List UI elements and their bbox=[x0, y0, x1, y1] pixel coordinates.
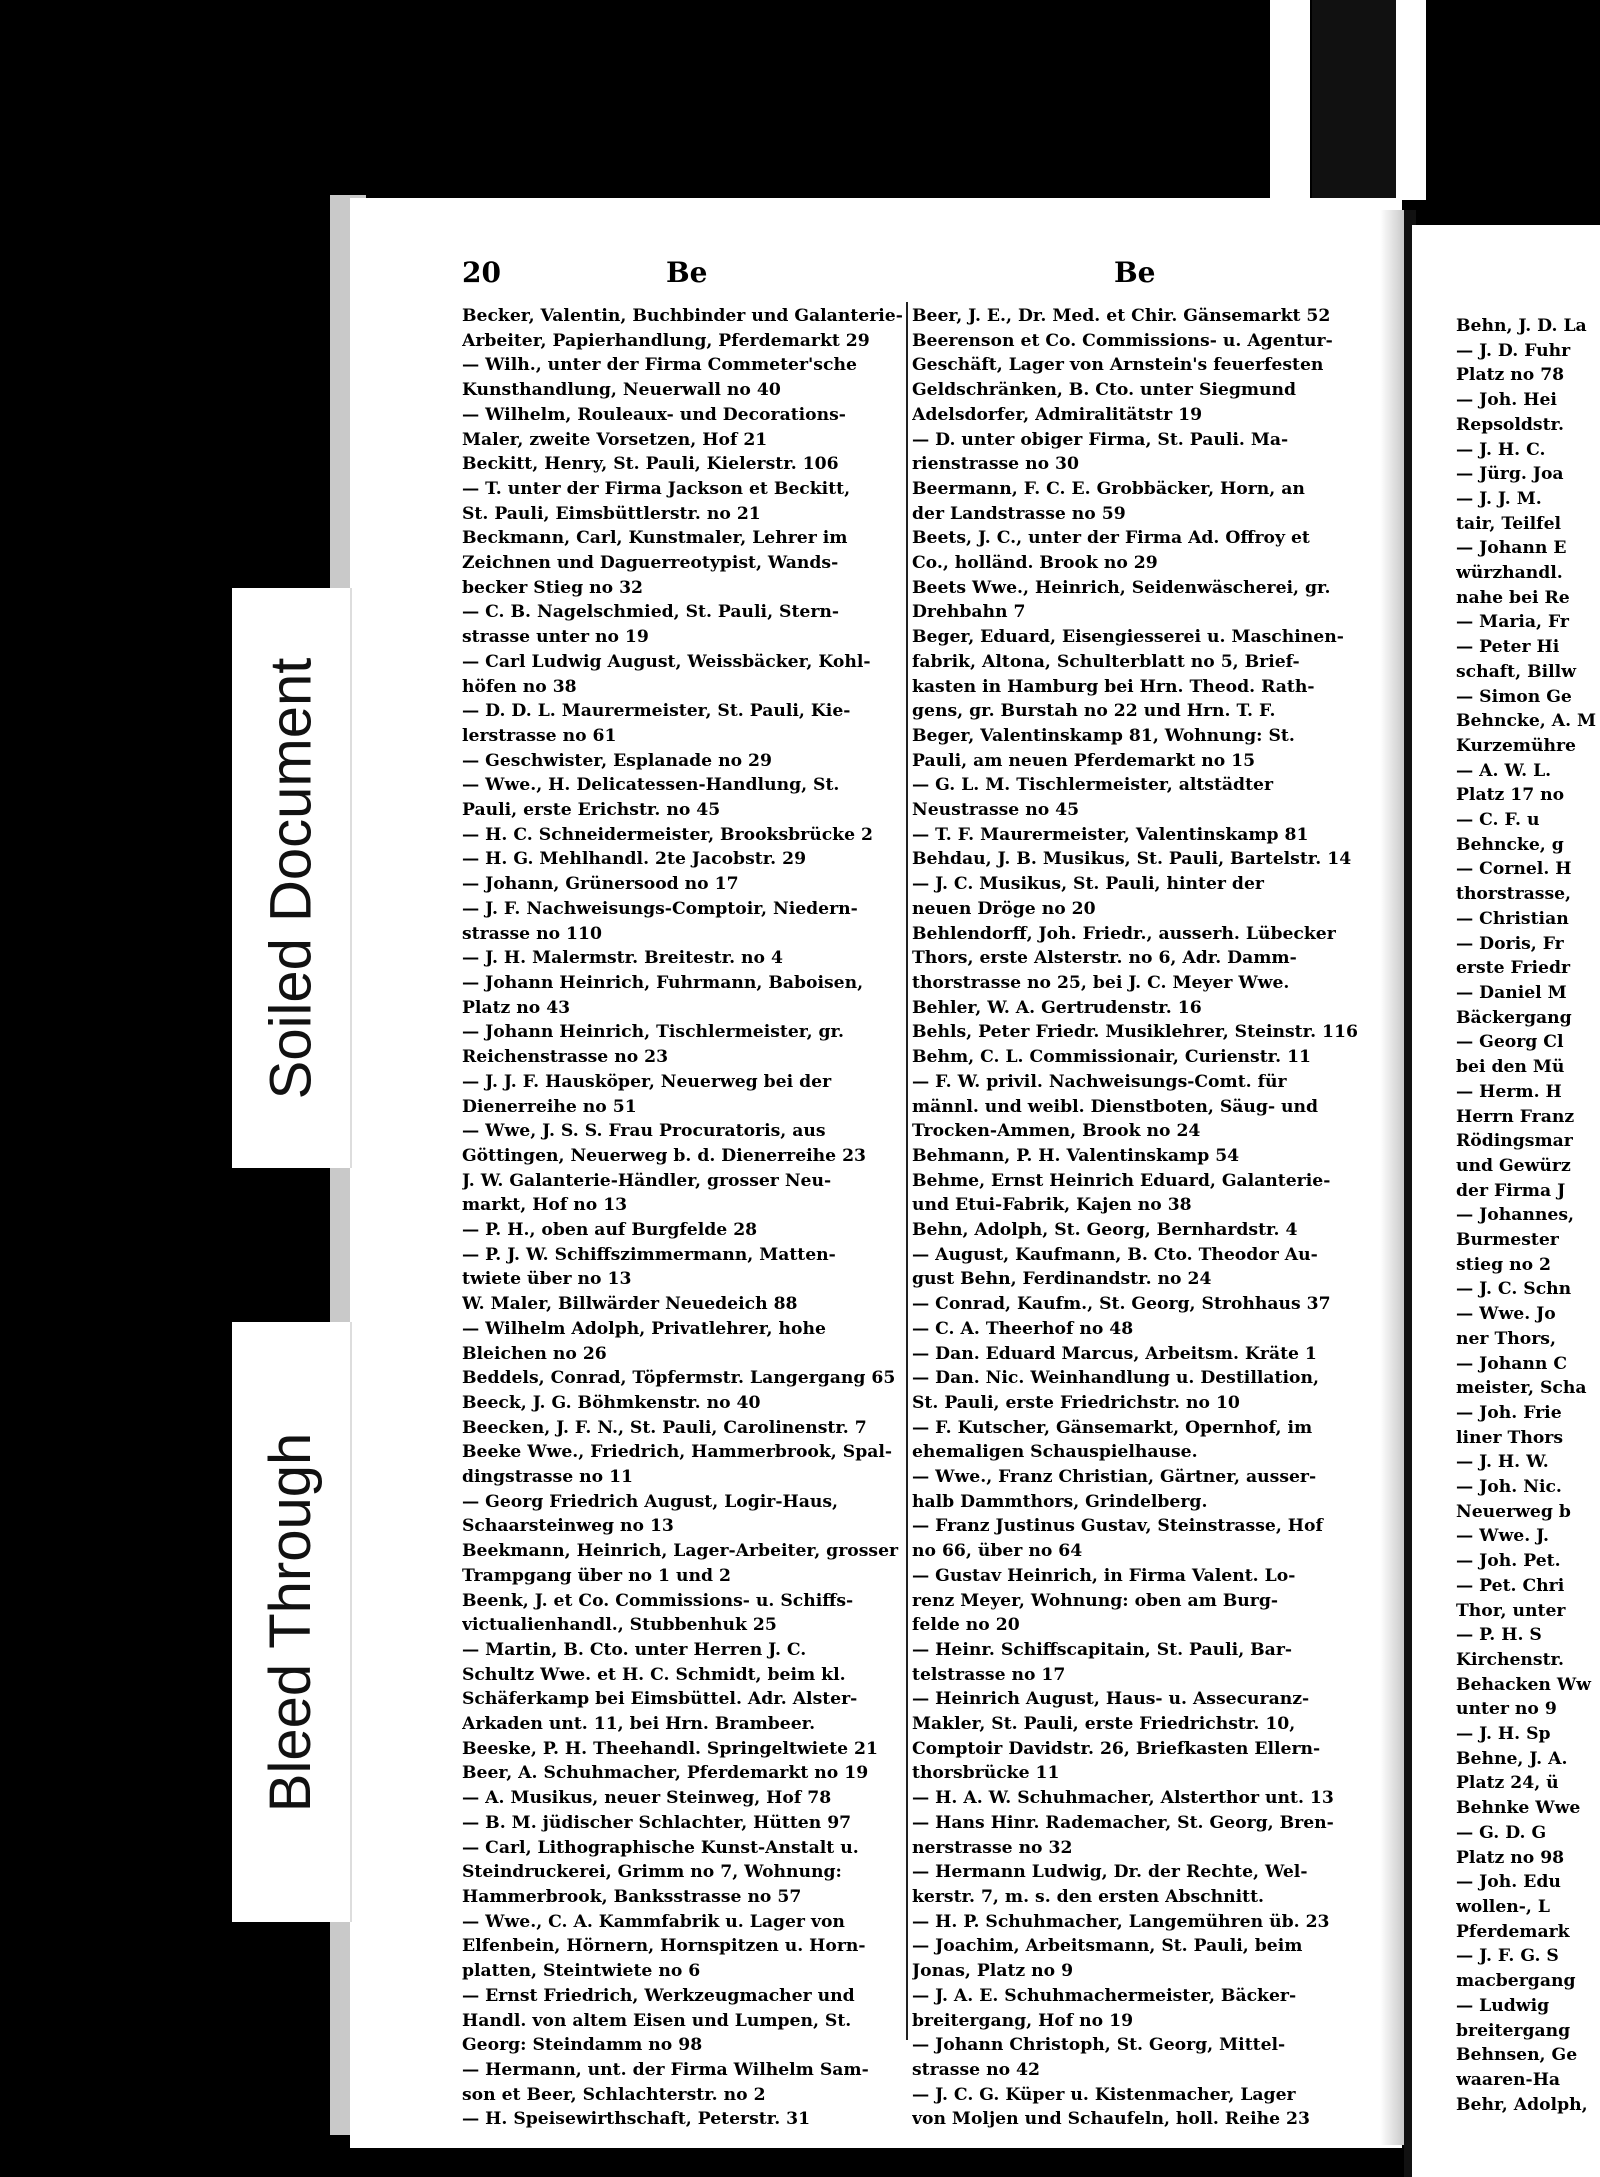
entry-line: Behm, C. L. Commissionair, Curienstr. 11 bbox=[912, 1047, 1312, 1068]
entry-line: Platz 17 no bbox=[1456, 785, 1565, 806]
entry-line: twiete über no 13 bbox=[462, 1269, 632, 1290]
entry-line: Schäferkamp bei Eimsbüttel. Adr. Alster- bbox=[462, 1689, 858, 1710]
entry-line: — J. C. Schn bbox=[1456, 1279, 1572, 1300]
entry-line: Bäckergang bbox=[1456, 1007, 1572, 1028]
entry-line: stieg no 2 bbox=[1456, 1254, 1551, 1275]
entry-line: — J. J. F. Hausköper, Neuerweg bei der bbox=[462, 1071, 832, 1092]
entry-line: ner Thors, bbox=[1456, 1328, 1556, 1349]
entry-line: — Maria, Fr bbox=[1456, 612, 1569, 633]
entry-line: Makler, St. Pauli, erste Friedrichstr. 10, bbox=[912, 1714, 1296, 1735]
entry-line: — P. H. S bbox=[1456, 1625, 1542, 1646]
entry-line: — Wilhelm Adolph, Privatlehrer, hohe bbox=[462, 1318, 826, 1339]
entry-line: St. Pauli, Eimsbüttlerstr. no 21 bbox=[462, 503, 761, 524]
entry-line: höfen no 38 bbox=[462, 676, 577, 697]
entry-line: Beets, J. C., unter der Firma Ad. Offroy et bbox=[912, 528, 1310, 549]
entry-line: — Martin, B. Cto. unter Herren J. C. bbox=[462, 1639, 807, 1660]
entry-line: — Joachim, Arbeitsmann, St. Pauli, beim bbox=[912, 1936, 1303, 1957]
entry-line: Reichenstrasse no 23 bbox=[462, 1047, 669, 1068]
entry-line: — Hermann Ludwig, Dr. der Rechte, Wel- bbox=[912, 1862, 1308, 1883]
entry-line: lerstrasse no 61 bbox=[462, 725, 617, 746]
entry-line: macbergang bbox=[1456, 1971, 1576, 1992]
entry-line: — Joh. Hei bbox=[1456, 390, 1557, 411]
entry-line: — Pet. Chri bbox=[1456, 1575, 1565, 1596]
entry-line: Platz no 43 bbox=[462, 997, 571, 1018]
entry-line: — Johann E bbox=[1456, 538, 1567, 559]
top-page-strip bbox=[1270, 0, 1310, 208]
entry-line: — A. W. L. bbox=[1456, 760, 1552, 781]
entry-line: — Cornel. H bbox=[1456, 859, 1572, 880]
left-column-heading: Be bbox=[666, 256, 708, 289]
entry-line: kasten in Hamburg bei Hrn. Theod. Rath- bbox=[912, 676, 1315, 697]
entry-line: — F. W. privil. Nachweisungs-Comt. für bbox=[912, 1071, 1287, 1092]
entry-line: — Wwe. J. bbox=[1456, 1526, 1549, 1547]
bleed-through-text: Bleed Through bbox=[258, 1432, 324, 1812]
entry-line: Behncke, A. M bbox=[1456, 711, 1597, 732]
entry-line: Thors, erste Alsterstr. no 6, Adr. Damm- bbox=[912, 948, 1297, 969]
bleed-through-label bbox=[232, 1322, 352, 1922]
entry-line: Arbeiter, Papierhandlung, Pferdemarkt 29 bbox=[462, 330, 870, 351]
entry-line: St. Pauli, erste Friedrichstr. no 10 bbox=[912, 1392, 1240, 1413]
page-number: 20 bbox=[462, 256, 501, 289]
entry-line: der Firma J bbox=[1456, 1180, 1566, 1201]
entry-line: — P. H., oben auf Burgfelde 28 bbox=[462, 1220, 758, 1241]
entry-line: son et Beer, Schlachterstr. no 2 bbox=[462, 2084, 766, 2105]
entry-line: Göttingen, Neuerweg b. d. Dienerreihe 23 bbox=[462, 1145, 867, 1166]
entry-line: Beger, Eduard, Eisengiesserei u. Maschinen- bbox=[912, 627, 1344, 648]
right-column-heading: Be bbox=[1114, 256, 1156, 289]
entry-line: — C. A. Theerhof no 48 bbox=[912, 1318, 1134, 1339]
entry-line: Beenk, J. et Co. Commissions- u. Schiffs- bbox=[462, 1590, 854, 1611]
entry-line: — Daniel M bbox=[1456, 982, 1567, 1003]
entry-line: breitergang, Hof no 19 bbox=[912, 2010, 1134, 2031]
entry-line: — Joh. Edu bbox=[1456, 1872, 1561, 1893]
entry-line: — H. C. Schneidermeister, Brooksbrücke 2 bbox=[462, 824, 873, 845]
entry-line: — Doris, Fr bbox=[1456, 933, 1564, 954]
entry-line: — G. L. M. Tischlermeister, altstädter bbox=[912, 775, 1274, 796]
entry-line: — P. J. W. Schiffszimmermann, Matten- bbox=[462, 1244, 836, 1265]
entry-line: Beer, J. E., Dr. Med. et Chir. Gänsemarkt 52 bbox=[912, 306, 1331, 326]
entry-line: — H. A. W. Schuhmacher, Alsterthor unt. 13 bbox=[912, 1788, 1334, 1809]
entry-line: — Wwe. Jo bbox=[1456, 1304, 1556, 1325]
entry-line: Burmester bbox=[1456, 1230, 1559, 1251]
entry-line: Beeke Wwe., Friedrich, Hammerbrook, Spal- bbox=[462, 1442, 893, 1463]
entry-line: — Jürg. Joa bbox=[1456, 464, 1564, 485]
entry-line: — D. unter obiger Firma, St. Pauli. Ma- bbox=[912, 429, 1289, 450]
entry-line: — Joh. Pet. bbox=[1456, 1551, 1561, 1572]
entry-line: — T. unter der Firma Jackson et Beckitt, bbox=[462, 478, 851, 499]
entry-line: thorsbrücke 11 bbox=[912, 1763, 1060, 1784]
entry-line: Behncke, g bbox=[1456, 834, 1564, 855]
entry-line: Bleichen no 26 bbox=[462, 1343, 607, 1364]
left-column bbox=[462, 304, 908, 2132]
entry-line: platten, Steintwiete no 6 bbox=[462, 1961, 701, 1982]
entry-line: — Johann, Grünersood no 17 bbox=[462, 874, 739, 895]
entry-line: — J. C. Musikus, St. Pauli, hinter der bbox=[912, 874, 1264, 895]
entry-line: Drehbahn 7 bbox=[912, 602, 1026, 623]
entry-line: Behacken Ww bbox=[1456, 1674, 1591, 1695]
entry-line: — Heinr. Schiffscapitain, St. Pauli, Bar- bbox=[912, 1639, 1293, 1660]
entry-line: Kunsthandlung, Neuerwall no 40 bbox=[462, 380, 781, 401]
entry-line: Georg: Steindamm no 98 bbox=[462, 2035, 703, 2056]
top-page-strip-right bbox=[1396, 0, 1426, 200]
entry-line: — Christian bbox=[1456, 908, 1569, 929]
entry-line: Behme, Ernst Heinrich Eduard, Galanterie- bbox=[912, 1170, 1331, 1191]
entry-line: gens, gr. Burstah no 22 und Hrn. T. F. bbox=[912, 701, 1276, 722]
entry-line: Beecken, J. F. N., St. Pauli, Carolinenstr. 7 bbox=[462, 1417, 867, 1438]
entry-line: Platz 24, ü bbox=[1456, 1773, 1559, 1794]
entry-line: bei den Mü bbox=[1456, 1057, 1565, 1078]
entry-line: Herrn Franz bbox=[1456, 1106, 1575, 1127]
entry-line: W. Maler, Billwärder Neuedeich 88 bbox=[462, 1294, 798, 1315]
entry-line: Behne, J. A. bbox=[1456, 1748, 1568, 1769]
entry-line: — Georg Cl bbox=[1456, 1032, 1564, 1053]
entry-line: becker Stieg no 32 bbox=[462, 577, 643, 598]
entry-line: — Ludwig bbox=[1456, 1995, 1550, 2016]
entry-line: — T. F. Maurermeister, Valentinskamp 81 bbox=[912, 824, 1309, 845]
entry-line: — Johann Christoph, St. Georg, Mittel- bbox=[912, 2035, 1286, 2056]
entry-line: Behls, Peter Friedr. Musiklehrer, Steinstr. 116 bbox=[912, 1022, 1358, 1043]
entry-line: — F. Kutscher, Gänsemarkt, Opernhof, im bbox=[912, 1417, 1313, 1438]
entry-line: Beeske, P. H. Theehandl. Springeltwiete 21 bbox=[462, 1738, 878, 1759]
entry-line: — Herm. H bbox=[1456, 1081, 1562, 1102]
entry-line: Beekmann, Heinrich, Lager-Arbeiter, grosser bbox=[462, 1541, 899, 1562]
entry-line: Pauli, am neuen Pferdemarkt no 15 bbox=[912, 750, 1256, 771]
entry-line: Kurzemühre bbox=[1456, 735, 1576, 756]
entry-line: — Conrad, Kaufm., St. Georg, Strohhaus 37 bbox=[912, 1294, 1331, 1315]
entry-line: — Hermann, unt. der Firma Wilhelm Sam- bbox=[462, 2059, 869, 2080]
entry-line: Behler, W. A. Gertrudenstr. 16 bbox=[912, 997, 1202, 1018]
entry-line: rienstrasse no 30 bbox=[912, 454, 1079, 475]
entry-line: — Wwe., H. Delicatessen-Handlung, St. bbox=[462, 775, 840, 796]
entry-line: Behr, Adolph, bbox=[1456, 2094, 1588, 2115]
entry-line: Becker, Valentin, Buchbinder und Galanterie- bbox=[462, 306, 903, 326]
entry-line: — Wilh., unter der Firma Commeter'sche bbox=[462, 355, 857, 376]
entry-line: Behnsen, Ge bbox=[1456, 2045, 1578, 2066]
entry-line: — Johann Heinrich, Tischlermeister, gr. bbox=[462, 1022, 845, 1043]
entry-line: Beeck, J. G. Böhmkenstr. no 40 bbox=[462, 1392, 761, 1413]
entry-line: — J. F. G. S bbox=[1456, 1946, 1559, 1967]
right-column bbox=[912, 304, 1360, 2132]
entry-line: ehemaligen Schauspielhause. bbox=[912, 1442, 1198, 1463]
entry-line: Dienerreihe no 51 bbox=[462, 1096, 637, 1117]
entry-line: Steindruckerei, Grimm no 7, Wohnung: bbox=[462, 1862, 842, 1883]
entry-line: waaren-Ha bbox=[1456, 2069, 1561, 2090]
entry-line: Geschäft, Lager von Arnstein's feuerfesten bbox=[912, 355, 1324, 376]
entry-line: — Wwe, J. S. S. Frau Procuratoris, aus bbox=[462, 1121, 826, 1142]
entry-line: — Hans Hinr. Rademacher, St. Georg, Bren- bbox=[912, 1812, 1334, 1833]
entry-line: Pauli, erste Erichstr. no 45 bbox=[462, 800, 721, 821]
entry-line: telstrasse no 17 bbox=[912, 1664, 1066, 1685]
entry-line: Beddels, Conrad, Töpfermstr. Langergang 65 bbox=[462, 1368, 896, 1389]
entry-line: Behdau, J. B. Musikus, St. Pauli, Bartelstr. 14 bbox=[912, 849, 1352, 870]
entry-line: Neustrasse no 45 bbox=[912, 800, 1080, 821]
entry-line: — Carl Ludwig August, Weissbäcker, Kohl- bbox=[462, 651, 871, 672]
entry-line: meister, Scha bbox=[1456, 1378, 1587, 1399]
entry-line: — Wwe., Franz Christian, Gärtner, ausser- bbox=[912, 1467, 1317, 1488]
entry-line: Behn, J. D. La bbox=[1456, 316, 1587, 336]
soiled-document-label bbox=[232, 588, 352, 1168]
entry-line: — H. G. Mehlhandl. 2te Jacobstr. 29 bbox=[462, 849, 807, 870]
next-page-column bbox=[1456, 314, 1600, 2117]
entry-line: wollen-, L bbox=[1456, 1897, 1550, 1917]
entry-line: Trampgang über no 1 und 2 bbox=[462, 1565, 731, 1586]
entry-line: — J. C. G. Küper u. Kistenmacher, Lager bbox=[912, 2084, 1296, 2105]
entry-line: Beets Wwe., Heinrich, Seidenwäscherei, gr. bbox=[912, 577, 1331, 598]
entry-line: und Gewürz bbox=[1456, 1155, 1571, 1176]
column-divider bbox=[906, 302, 908, 2040]
entry-line: Platz no 78 bbox=[1456, 365, 1565, 386]
entry-line: — B. M. jüdischer Schlachter, Hütten 97 bbox=[462, 1812, 852, 1833]
entry-line: — August, Kaufmann, B. Cto. Theodor Au- bbox=[912, 1244, 1318, 1265]
entry-line: — J. H. Sp bbox=[1456, 1724, 1551, 1745]
entry-line: Maler, zweite Vorsetzen, Hof 21 bbox=[462, 429, 768, 450]
entry-line: strasse no 110 bbox=[462, 923, 602, 944]
entry-line: strasse unter no 19 bbox=[462, 627, 649, 648]
entry-line: — J. F. Nachweisungs-Comptoir, Niedern- bbox=[462, 898, 858, 919]
entry-line: — Joh. Nic. bbox=[1456, 1477, 1562, 1498]
entry-line: — Johannes, bbox=[1456, 1205, 1574, 1226]
entry-line: neuen Dröge no 20 bbox=[912, 898, 1096, 919]
entry-line: — Wilhelm, Rouleaux- und Decorations- bbox=[462, 404, 846, 425]
top-gap bbox=[1312, 0, 1396, 200]
soiled-document-text: Soiled Document bbox=[258, 657, 324, 1099]
entry-line: no 66, über no 64 bbox=[912, 1541, 1083, 1562]
entry-line: Beckmann, Carl, Kunstmaler, Lehrer im bbox=[462, 528, 848, 549]
entry-line: Beerenson et Co. Commissions- u. Agentur- bbox=[912, 330, 1333, 351]
entry-line: — Dan. Nic. Weinhandlung u. Destillation, bbox=[912, 1368, 1319, 1389]
entry-line: Trocken-Ammen, Brook no 24 bbox=[912, 1121, 1201, 1142]
entry-line: von Moljen und Schaufeln, holl. Reihe 23 bbox=[912, 2109, 1310, 2130]
entry-line: fabrik, Altona, Schulterblatt no 5, Brief- bbox=[912, 651, 1300, 672]
entry-line: — Peter Hi bbox=[1456, 637, 1560, 658]
entry-line: Schultz Wwe. et H. C. Schmidt, beim kl. bbox=[462, 1664, 846, 1685]
entry-line: Neuerweg b bbox=[1456, 1501, 1571, 1522]
entry-line: Comptoir Davidstr. 26, Briefkasten Ellern- bbox=[912, 1738, 1321, 1759]
entry-line: erste Friedr bbox=[1456, 958, 1571, 979]
entry-line: — Franz Justinus Gustav, Steinstrasse, Hof bbox=[912, 1516, 1323, 1537]
entry-line: Behlendorff, Joh. Friedr., ausserh. Lübecker bbox=[912, 923, 1336, 944]
entry-line: Beckitt, Henry, St. Pauli, Kielerstr. 106 bbox=[462, 454, 839, 475]
entry-line: und Etui-Fabrik, Kajen no 38 bbox=[912, 1195, 1192, 1216]
entry-line: Beer, A. Schuhmacher, Pferdemarkt no 19 bbox=[462, 1763, 869, 1784]
entry-line: — Joh. Frie bbox=[1456, 1402, 1562, 1423]
entry-line: — C. F. u bbox=[1456, 810, 1540, 831]
entry-line: Co., holländ. Brook no 29 bbox=[912, 553, 1158, 574]
entry-line: nerstrasse no 32 bbox=[912, 1837, 1073, 1858]
entry-line: — J. D. Fuhr bbox=[1456, 340, 1571, 361]
entry-line: — J. H. W. bbox=[1456, 1452, 1549, 1473]
entry-line: Geldschränken, B. Cto. unter Siegmund bbox=[912, 380, 1297, 401]
entry-line: — Carl, Lithographische Kunst-Anstalt u. bbox=[462, 1837, 859, 1858]
entry-line: Schaarsteinweg no 13 bbox=[462, 1516, 674, 1537]
entry-line: — J. J. M. bbox=[1456, 488, 1542, 509]
entry-line: Kirchenstr. bbox=[1456, 1649, 1564, 1670]
entry-line: — C. B. Nagelschmied, St. Pauli, Stern- bbox=[462, 602, 840, 623]
entry-line: — A. Musikus, neuer Steinweg, Hof 78 bbox=[462, 1788, 832, 1809]
entry-line: männl. und weibl. Dienstboten, Säug- und bbox=[912, 1096, 1319, 1117]
entry-line: — G. D. G bbox=[1456, 1822, 1547, 1843]
entry-line: — Wwe., C. A. Kammfabrik u. Lager von bbox=[462, 1911, 845, 1932]
entry-line: Platz no 98 bbox=[1456, 1847, 1565, 1868]
entry-line: Handl. von altem Eisen und Lumpen, St. bbox=[462, 2010, 852, 2031]
entry-line: felde no 20 bbox=[912, 1615, 1020, 1636]
entry-line: dingstrasse no 11 bbox=[462, 1467, 634, 1488]
entry-line: markt, Hof no 13 bbox=[462, 1195, 628, 1216]
entry-line: — Dan. Eduard Marcus, Arbeitsm. Kräte 1 bbox=[912, 1343, 1317, 1364]
entry-line: — J. A. E. Schuhmachermeister, Bäcker- bbox=[912, 1985, 1297, 2006]
entry-line: — Heinrich August, Haus- u. Assecuranz- bbox=[912, 1689, 1310, 1710]
entry-line: Repsoldstr. bbox=[1456, 414, 1564, 435]
entry-line: Behnke Wwe bbox=[1456, 1798, 1581, 1819]
entry-line: nahe bei Re bbox=[1456, 587, 1570, 608]
entry-line: J. W. Galanterie-Händler, grosser Neu- bbox=[462, 1170, 832, 1191]
entry-line: Beermann, F. C. E. Grobbäcker, Horn, an bbox=[912, 478, 1305, 499]
entry-line: liner Thors bbox=[1456, 1427, 1564, 1448]
entry-line: victualienhandl., Stubbenhuk 25 bbox=[462, 1615, 777, 1636]
entry-line: Elfenbein, Hörnern, Hornspitzen u. Horn- bbox=[462, 1936, 866, 1957]
entry-line: breitergang bbox=[1456, 2020, 1571, 2041]
entry-line: — H. Speisewirthschaft, Peterstr. 31 bbox=[462, 2109, 811, 2130]
entry-line: schaft, Billw bbox=[1456, 661, 1576, 682]
entry-line: unter no 9 bbox=[1456, 1699, 1557, 1720]
entry-line: — Georg Friedrich August, Logir-Haus, bbox=[462, 1491, 839, 1512]
entry-line: renz Meyer, Wohnung: oben am Burg- bbox=[912, 1590, 1279, 1611]
entry-line: Pferdemark bbox=[1456, 1921, 1570, 1942]
entry-line: würzhandl. bbox=[1456, 563, 1563, 584]
entry-line: gust Behn, Ferdinandstr. no 24 bbox=[912, 1269, 1212, 1290]
entry-line: — Johann C bbox=[1456, 1353, 1568, 1374]
entry-line: — Simon Ge bbox=[1456, 686, 1572, 707]
entry-line: Rödingsmar bbox=[1456, 1131, 1573, 1152]
entry-line: tair, Teilfel bbox=[1456, 513, 1562, 534]
entry-line: Hammerbrook, Banksstrasse no 57 bbox=[462, 1887, 802, 1907]
entry-line: — Johann Heinrich, Fuhrmann, Baboisen, bbox=[462, 972, 864, 993]
entry-line: — Geschwister, Esplanade no 29 bbox=[462, 750, 772, 771]
entry-line: Beger, Valentinskamp 81, Wohnung: St. bbox=[912, 725, 1295, 746]
entry-line: Zeichnen und Daguerreotypist, Wands- bbox=[462, 553, 839, 574]
entry-line: der Landstrasse no 59 bbox=[912, 503, 1126, 524]
entry-line: strasse no 42 bbox=[912, 2059, 1040, 2080]
entry-line: — J. H. C. bbox=[1456, 439, 1546, 460]
entry-line: Behn, Adolph, St. Georg, Bernhardstr. 4 bbox=[912, 1220, 1298, 1241]
entry-line: Arkaden unt. 11, bei Hrn. Brambeer. bbox=[462, 1714, 816, 1735]
entry-line: — D. D. L. Maurermeister, St. Pauli, Kie- bbox=[462, 701, 851, 722]
entry-line: Behmann, P. H. Valentinskamp 54 bbox=[912, 1145, 1240, 1166]
entry-line: thorstrasse no 25, bei J. C. Meyer Wwe. bbox=[912, 972, 1290, 993]
entry-line: — J. H. Malermstr. Breitestr. no 4 bbox=[462, 948, 783, 969]
entry-line: — H. P. Schuhmacher, Langemühren üb. 23 bbox=[912, 1911, 1330, 1932]
entry-line: halb Dammthors, Grindelberg. bbox=[912, 1491, 1208, 1512]
entry-line: Adelsdorfer, Admiralitätstr 19 bbox=[912, 404, 1203, 425]
entry-line: Jonas, Platz no 9 bbox=[912, 1961, 1074, 1982]
entry-line: Thor, unter bbox=[1456, 1600, 1566, 1621]
entry-line: — Ernst Friedrich, Werkzeugmacher und bbox=[462, 1985, 855, 2006]
entry-line: thorstrasse, bbox=[1456, 884, 1572, 905]
entry-line: — Gustav Heinrich, in Firma Valent. Lo- bbox=[912, 1565, 1296, 1586]
entry-line: kerstr. 7, m. s. den ersten Abschnitt. bbox=[912, 1887, 1265, 1907]
